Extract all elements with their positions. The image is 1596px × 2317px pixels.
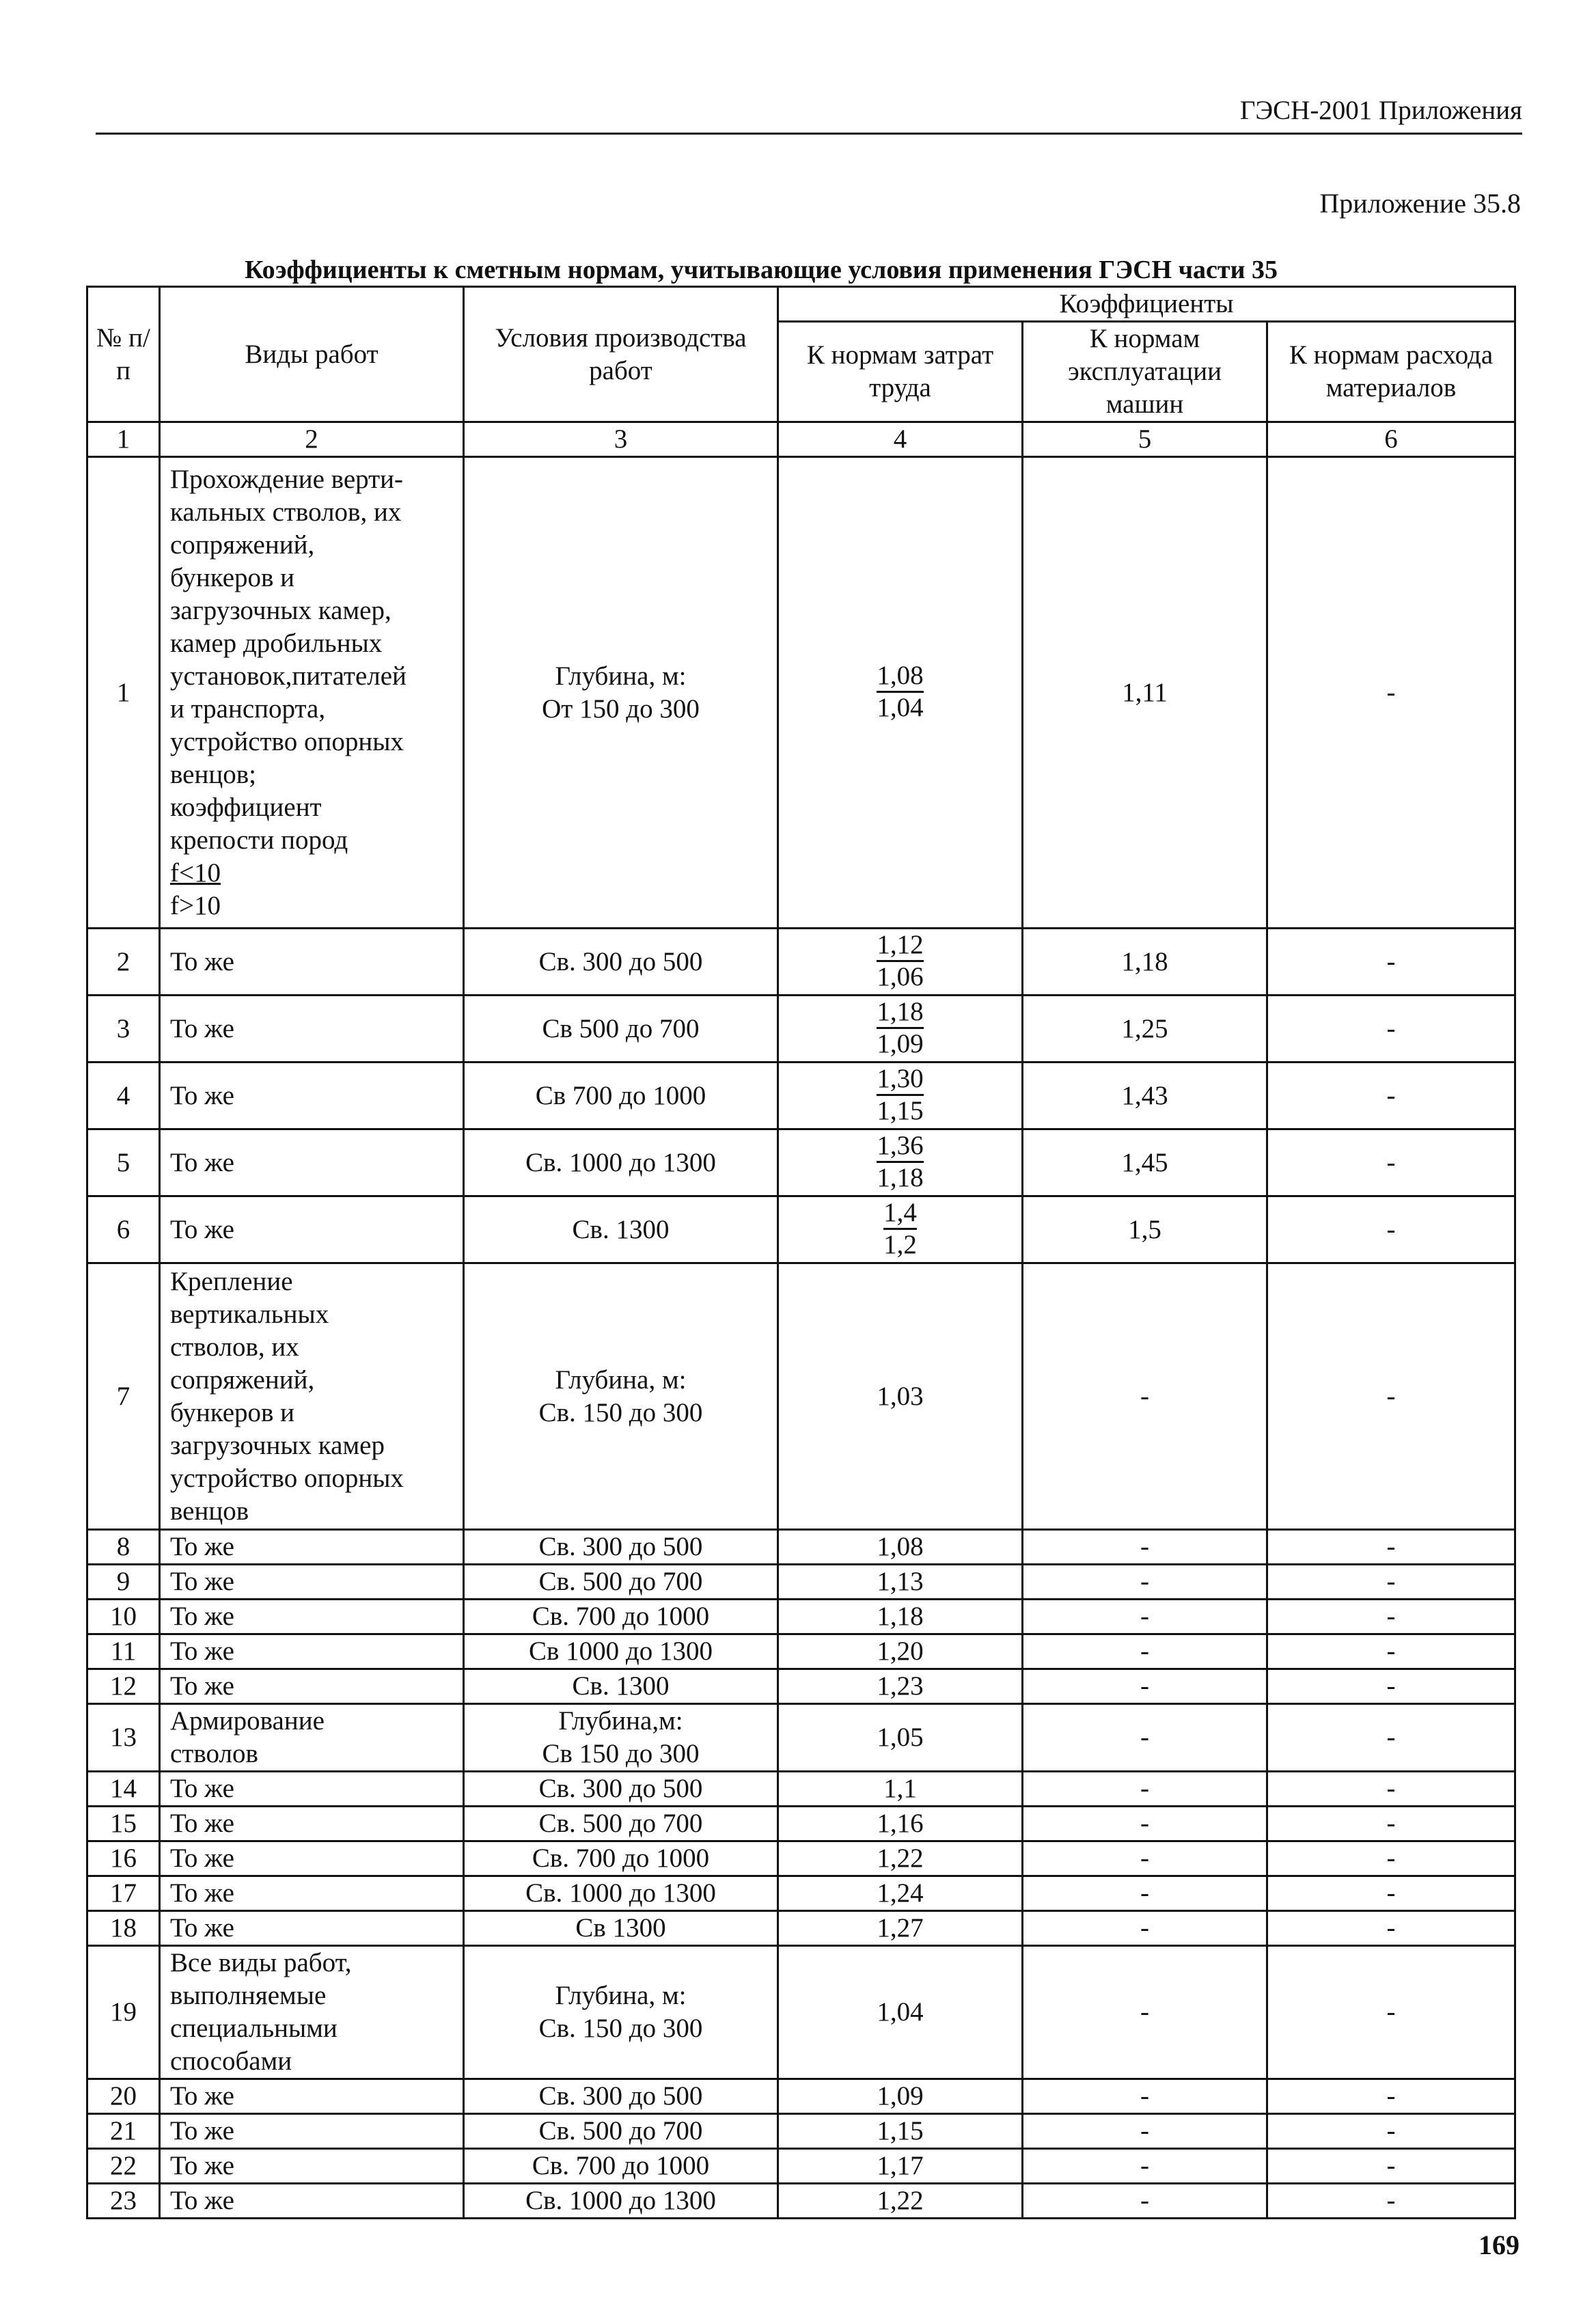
table-row <box>87 1946 1515 2079</box>
conditions-cell <box>464 1669 778 1704</box>
labor-coef-numerator: 1,4 <box>883 1198 917 1230</box>
labor-coef-numerator: 1,12 <box>877 930 923 962</box>
row-number: 15 <box>87 1807 160 1841</box>
conditions-line: Св. 700 до 1000 <box>532 1602 710 1631</box>
row-number: 11 <box>87 1634 160 1669</box>
table-row <box>87 1876 1515 1911</box>
row-number: 8 <box>87 1530 160 1565</box>
conditions-line: Св. 700 до 1000 <box>532 1843 710 1873</box>
table-row <box>87 1634 1515 1669</box>
conditions-cell <box>464 1807 778 1841</box>
labor-coef-denominator: 1,18 <box>877 1163 924 1192</box>
header-labor: К нормам затрат труда <box>778 322 1023 422</box>
labor-coef-cell <box>778 929 1023 996</box>
materials-coef-cell: - <box>1267 457 1515 929</box>
labor-coef-cell <box>778 1129 1023 1196</box>
work-type-cell <box>160 1530 464 1565</box>
work-type-line: стволов <box>170 1739 258 1768</box>
conditions-cell <box>464 1772 778 1807</box>
header-conditions: Условия производства работ <box>464 287 778 422</box>
conditions-line: Св. 300 до 500 <box>538 1774 703 1803</box>
table-caption: Коэффициенты к сметным нормам, учитывающие условия применения ГЭСН части 35 <box>245 256 1278 284</box>
work-type-line: способами <box>170 2046 292 2076</box>
conditions-cell <box>464 457 778 929</box>
conditions-cell <box>464 1530 778 1565</box>
work-type-line: То же <box>170 1567 234 1596</box>
work-type-cell <box>160 1807 464 1841</box>
conditions-cell <box>464 1946 778 2079</box>
work-type-line: стволов, их <box>170 1332 299 1362</box>
work-type-cell <box>160 2184 464 2219</box>
table-row <box>87 1263 1515 1530</box>
conditions-line: Св. 150 до 300 <box>538 2014 703 2043</box>
machines-coef-cell: - <box>1023 1807 1267 1841</box>
materials-coef-cell: - <box>1267 1669 1515 1704</box>
machines-coef-cell: - <box>1023 2149 1267 2184</box>
work-type-line: крепости пород <box>170 825 348 855</box>
labor-coef-cell: 1,09 <box>778 2079 1023 2114</box>
conditions-cell <box>464 1911 778 1946</box>
conditions-cell <box>464 1876 778 1911</box>
work-type-line: кальных стволов, их <box>170 497 402 527</box>
header-works: Виды работ <box>160 287 464 422</box>
work-type-line: загрузочных камер <box>170 1430 385 1460</box>
conditions-line: Св 1000 до 1300 <box>528 1636 713 1666</box>
row-number: 7 <box>87 1263 160 1530</box>
table-row <box>87 457 1515 929</box>
conditions-cell <box>464 1129 778 1196</box>
labor-coef-denominator: 1,2 <box>883 1230 917 1259</box>
labor-coef-cell: 1,05 <box>778 1704 1023 1772</box>
row-number: 18 <box>87 1911 160 1946</box>
labor-coef-cell: 1,1 <box>778 1772 1023 1807</box>
work-type-line: То же <box>170 1080 234 1110</box>
table-row <box>87 2149 1515 2184</box>
header-coefficients: Коэффициенты <box>778 287 1515 322</box>
materials-coef-cell: - <box>1267 2184 1515 2219</box>
machines-coef-cell: - <box>1023 1841 1267 1876</box>
row-number: 14 <box>87 1772 160 1807</box>
table-row <box>87 929 1515 996</box>
work-type-line: Крепление <box>170 1266 293 1296</box>
work-type-line: То же <box>170 2151 234 2180</box>
materials-coef-cell: - <box>1267 1946 1515 2079</box>
header-materials: К нормам расхода материалов <box>1267 322 1515 422</box>
work-type-cell <box>160 1772 464 1807</box>
col-number: 2 <box>160 422 464 457</box>
row-number: 9 <box>87 1565 160 1600</box>
conditions-line: Св. 500 до 700 <box>538 2116 703 2145</box>
materials-coef-cell: - <box>1267 1263 1515 1530</box>
work-type-cell <box>160 1129 464 1196</box>
row-number: 4 <box>87 1062 160 1129</box>
labor-coef-numerator: 1,30 <box>877 1064 923 1096</box>
labor-coef-cell: 1,13 <box>778 1565 1023 1600</box>
materials-coef-cell: - <box>1267 1565 1515 1600</box>
work-type-line: То же <box>170 1013 234 1043</box>
work-type-line: То же <box>170 1602 234 1631</box>
conditions-cell <box>464 1634 778 1669</box>
work-type-line: и транспорта, <box>170 694 326 724</box>
table-row <box>87 1669 1515 1704</box>
machines-coef-cell: 1,11 <box>1023 457 1267 929</box>
conditions-line: Св. 1000 до 1300 <box>525 2186 716 2215</box>
labor-coef-cell: 1,22 <box>778 1841 1023 1876</box>
labor-coef-cell: 1,18 <box>778 1600 1023 1634</box>
work-type-cell <box>160 1876 464 1911</box>
machines-coef-cell: - <box>1023 1600 1267 1634</box>
row-number: 5 <box>87 1129 160 1196</box>
materials-coef-cell: - <box>1267 1911 1515 1946</box>
conditions-cell <box>464 1704 778 1772</box>
machines-coef-cell: 1,43 <box>1023 1062 1267 1129</box>
work-type-line: венцов; <box>170 759 256 789</box>
running-header: ГЭСН-2001 Приложения <box>96 93 1522 135</box>
materials-coef-cell: - <box>1267 1530 1515 1565</box>
work-type-line: f<10 <box>170 858 221 888</box>
work-type-line: То же <box>170 1214 234 1244</box>
conditions-cell <box>464 1600 778 1634</box>
table-row <box>87 1911 1515 1946</box>
table-row <box>87 1807 1515 1841</box>
conditions-line: Св 700 до 1000 <box>535 1080 706 1110</box>
conditions-line: Св. 500 до 700 <box>538 1809 703 1838</box>
work-type-cell <box>160 1600 464 1634</box>
labor-coef-denominator: 1,06 <box>877 962 924 991</box>
conditions-line: Св 150 до 300 <box>542 1739 700 1768</box>
labor-coef-cell <box>778 1062 1023 1129</box>
work-type-line: бункеров и <box>170 1397 295 1427</box>
conditions-cell <box>464 1196 778 1263</box>
conditions-cell <box>464 1841 778 1876</box>
labor-coef-cell: 1,04 <box>778 1946 1023 2079</box>
work-type-line: вертикальных <box>170 1299 329 1329</box>
work-type-line: Прохождение верти- <box>170 464 404 494</box>
row-number: 16 <box>87 1841 160 1876</box>
machines-coef-cell: - <box>1023 1876 1267 1911</box>
labor-coef-cell: 1,08 <box>778 1530 1023 1565</box>
table-row <box>87 996 1515 1062</box>
col-number: 3 <box>464 422 778 457</box>
materials-coef-cell: - <box>1267 1634 1515 1669</box>
conditions-cell <box>464 2149 778 2184</box>
table-row <box>87 1841 1515 1876</box>
row-number: 12 <box>87 1669 160 1704</box>
work-type-line: То же <box>170 946 234 976</box>
header-num: № п/п <box>87 287 160 422</box>
conditions-line: Св. 1300 <box>572 1671 670 1701</box>
machines-coef-cell: - <box>1023 1669 1267 1704</box>
labor-coef-fraction <box>877 661 923 723</box>
labor-coef-fraction <box>877 1064 923 1126</box>
table-row <box>87 1772 1515 1807</box>
machines-coef-cell: 1,5 <box>1023 1196 1267 1263</box>
conditions-cell <box>464 1263 778 1530</box>
work-type-line: сопряжений, <box>170 1365 315 1395</box>
work-type-line: устройство опорных <box>170 1463 404 1493</box>
materials-coef-cell: - <box>1267 2114 1515 2149</box>
work-type-line: венцов <box>170 1496 249 1526</box>
row-number: 1 <box>87 457 160 929</box>
conditions-line: Св. 1000 до 1300 <box>525 1878 716 1908</box>
machines-coef-cell: 1,18 <box>1023 929 1267 996</box>
row-number: 13 <box>87 1704 160 1772</box>
conditions-line: Глубина, м: <box>555 1365 687 1395</box>
conditions-line: Глубина, м: <box>555 1981 687 2010</box>
conditions-line: Св. 300 до 500 <box>538 1532 703 1561</box>
work-type-line: То же <box>170 1636 234 1666</box>
work-type-line: Армирование <box>170 1706 325 1736</box>
row-number: 22 <box>87 2149 160 2184</box>
labor-coef-numerator: 1,18 <box>877 997 923 1029</box>
work-type-cell <box>160 1634 464 1669</box>
conditions-cell <box>464 996 778 1062</box>
work-type-line: камер дробильных <box>170 628 383 658</box>
header-machines: К нормам эксплуатации машин <box>1023 322 1267 422</box>
work-type-cell <box>160 2079 464 2114</box>
labor-coef-fraction <box>877 930 923 992</box>
labor-coef-fraction <box>883 1198 917 1260</box>
work-type-cell <box>160 1704 464 1772</box>
machines-coef-cell: - <box>1023 1634 1267 1669</box>
work-type-line: То же <box>170 1843 234 1873</box>
coefficients-table <box>86 286 1516 2219</box>
labor-coef-cell <box>778 457 1023 929</box>
labor-coef-cell: 1,17 <box>778 2149 1023 2184</box>
work-type-cell <box>160 1565 464 1600</box>
conditions-line: Св. 300 до 500 <box>538 2081 703 2111</box>
machines-coef-cell: 1,25 <box>1023 996 1267 1062</box>
work-type-cell <box>160 457 464 929</box>
table-row <box>87 2114 1515 2149</box>
table-row <box>87 2079 1515 2114</box>
materials-coef-cell: - <box>1267 2079 1515 2114</box>
work-type-cell <box>160 2114 464 2149</box>
conditions-line: Св. 500 до 700 <box>538 1567 703 1596</box>
labor-coef-cell: 1,20 <box>778 1634 1023 1669</box>
col-number: 6 <box>1267 422 1515 457</box>
row-number: 10 <box>87 1600 160 1634</box>
table-row <box>87 1600 1515 1634</box>
work-type-cell <box>160 996 464 1062</box>
work-type-line: специальными <box>170 2014 338 2043</box>
conditions-cell <box>464 2079 778 2114</box>
materials-coef-cell: - <box>1267 1600 1515 1634</box>
materials-coef-cell: - <box>1267 996 1515 1062</box>
work-type-line: То же <box>170 1671 234 1701</box>
work-type-line: То же <box>170 2116 234 2145</box>
col-number: 1 <box>87 422 160 457</box>
machines-coef-cell: - <box>1023 2114 1267 2149</box>
work-type-line: коэффициент <box>170 792 322 822</box>
conditions-cell <box>464 1062 778 1129</box>
materials-coef-cell: - <box>1267 2149 1515 2184</box>
work-type-line: То же <box>170 1147 234 1177</box>
machines-coef-cell: - <box>1023 1772 1267 1807</box>
materials-coef-cell: - <box>1267 1704 1515 1772</box>
work-type-cell <box>160 1911 464 1946</box>
materials-coef-cell: - <box>1267 1129 1515 1196</box>
row-number: 21 <box>87 2114 160 2149</box>
row-number: 3 <box>87 996 160 1062</box>
labor-coef-cell: 1,27 <box>778 1911 1023 1946</box>
work-type-line: сопряжений, <box>170 530 315 560</box>
row-number: 2 <box>87 929 160 996</box>
conditions-line: Св. 1300 <box>572 1214 670 1244</box>
work-type-line: установок,питателей <box>170 661 407 691</box>
work-type-cell <box>160 929 464 996</box>
work-type-cell <box>160 1263 464 1530</box>
work-type-line: выполняемые <box>170 1981 327 2010</box>
table-row <box>87 2184 1515 2219</box>
row-number: 20 <box>87 2079 160 2114</box>
table-row <box>87 1530 1515 1565</box>
conditions-line: Св. 300 до 500 <box>538 946 703 976</box>
table-row <box>87 1565 1515 1600</box>
work-type-line: То же <box>170 1809 234 1838</box>
work-type-cell <box>160 1196 464 1263</box>
col-number: 5 <box>1023 422 1267 457</box>
labor-coef-numerator: 1,36 <box>877 1131 923 1163</box>
work-type-line: То же <box>170 2186 234 2215</box>
work-type-cell <box>160 1062 464 1129</box>
table-row <box>87 1062 1515 1129</box>
conditions-line: Св. 1000 до 1300 <box>525 1147 716 1177</box>
materials-coef-cell: - <box>1267 929 1515 996</box>
row-number: 6 <box>87 1196 160 1263</box>
work-type-cell <box>160 1669 464 1704</box>
conditions-cell <box>464 2114 778 2149</box>
labor-coef-denominator: 1,04 <box>877 693 924 722</box>
materials-coef-cell: - <box>1267 1876 1515 1911</box>
labor-coef-cell: 1,23 <box>778 1669 1023 1704</box>
labor-coef-cell <box>778 996 1023 1062</box>
work-type-cell <box>160 2149 464 2184</box>
labor-coef-fraction <box>877 997 923 1059</box>
machines-coef-cell: - <box>1023 1946 1267 2079</box>
machines-coef-cell: - <box>1023 1565 1267 1600</box>
table-row <box>87 1129 1515 1196</box>
conditions-cell <box>464 2184 778 2219</box>
conditions-line: Глубина, м: <box>555 661 687 691</box>
labor-coef-denominator: 1,15 <box>877 1096 924 1125</box>
materials-coef-cell: - <box>1267 1807 1515 1841</box>
work-type-line: f>10 <box>170 890 221 920</box>
page-number: 169 <box>1478 2230 1519 2260</box>
table-body <box>87 457 1515 2219</box>
table-row <box>87 1196 1515 1263</box>
conditions-cell <box>464 1565 778 1600</box>
col-number: 4 <box>778 422 1023 457</box>
work-type-line: То же <box>170 1913 234 1943</box>
work-type-cell <box>160 1946 464 2079</box>
work-type-line: То же <box>170 1878 234 1908</box>
labor-coef-cell: 1,03 <box>778 1263 1023 1530</box>
row-number: 23 <box>87 2184 160 2219</box>
work-type-cell <box>160 1841 464 1876</box>
conditions-line: Св. 700 до 1000 <box>532 2151 710 2180</box>
table-row <box>87 1704 1515 1772</box>
materials-coef-cell: - <box>1267 1772 1515 1807</box>
labor-coef-cell: 1,16 <box>778 1807 1023 1841</box>
machines-coef-cell: - <box>1023 2184 1267 2219</box>
appendix-label: Приложение 35.8 <box>1319 188 1521 219</box>
labor-coef-cell: 1,24 <box>778 1876 1023 1911</box>
labor-coef-cell <box>778 1196 1023 1263</box>
work-type-line: То же <box>170 2081 234 2111</box>
labor-coef-numerator: 1,08 <box>877 661 923 693</box>
materials-coef-cell: - <box>1267 1841 1515 1876</box>
conditions-line: Глубина,м: <box>558 1706 683 1736</box>
machines-coef-cell: - <box>1023 2079 1267 2114</box>
materials-coef-cell: - <box>1267 1062 1515 1129</box>
row-number: 19 <box>87 1946 160 2079</box>
labor-coef-cell: 1,22 <box>778 2184 1023 2219</box>
conditions-line: Св 1300 <box>575 1913 666 1943</box>
machines-coef-cell: 1,45 <box>1023 1129 1267 1196</box>
conditions-line: От 150 до 300 <box>542 694 700 724</box>
machines-coef-cell: - <box>1023 1911 1267 1946</box>
labor-coef-fraction <box>877 1131 923 1193</box>
work-type-line: То же <box>170 1774 234 1803</box>
work-type-line: То же <box>170 1532 234 1561</box>
labor-coef-cell: 1,15 <box>778 2114 1023 2149</box>
machines-coef-cell: - <box>1023 1263 1267 1530</box>
conditions-line: Св 500 до 700 <box>542 1013 700 1043</box>
labor-coef-denominator: 1,09 <box>877 1029 924 1058</box>
machines-coef-cell: - <box>1023 1704 1267 1772</box>
machines-coef-cell: - <box>1023 1530 1267 1565</box>
row-number: 17 <box>87 1876 160 1911</box>
conditions-line: Св. 150 до 300 <box>538 1397 703 1427</box>
materials-coef-cell: - <box>1267 1196 1515 1263</box>
work-type-line: устройство опорных <box>170 726 404 756</box>
work-type-line: бункеров и <box>170 562 295 592</box>
work-type-line: Все виды работ, <box>170 1948 352 1977</box>
conditions-cell <box>464 929 778 996</box>
work-type-line: загрузочных камер, <box>170 595 391 625</box>
